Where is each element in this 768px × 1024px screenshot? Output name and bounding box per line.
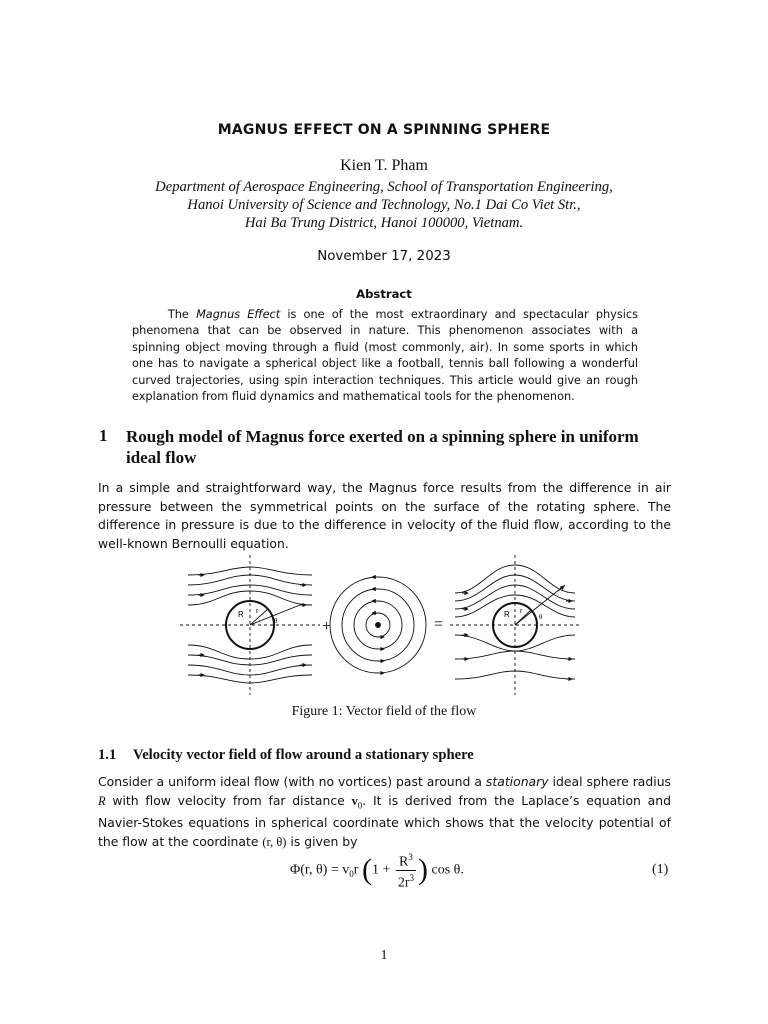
math-v0-sub: 0 [357,799,363,810]
affiliation [0,178,768,232]
section-number: 1 [99,426,108,445]
eq-den-base: 2r [397,875,410,891]
eq-fraction [396,850,416,890]
paper-title: MAGNUS EFFECT ON A SPINNING SPHERE [217,122,551,138]
publication-date: November 17, 2023 [317,249,451,264]
eq-denominator [396,871,416,891]
abstract-rest: is one of the most extraordinary and spectacular physics phenomena that can be observed in nature. This phenomenon associates with a spinning object moving through a fluid (most commonly, air). In some sports in which one has to navigate a spherical object like a football, tennis ball following a wonderful curved trajectories, using spin interaction techniques. This article would give an rough explanation from fluid dynamics and mathematical tools for the phenomenon. [132,308,638,404]
figure-caption: Figure 1: Vector field of the flow [291,704,477,719]
eq-lhs-sub: 0 [349,869,354,880]
text-run: . It is derived from the Laplace’s equation and Navier-Stokes equations in spherical coordinate which shows that the velocity potential of the flow at the coordinate [98,792,671,849]
eq-paren-open: ( [361,853,372,887]
author-name: Kien T. Pham [340,157,428,174]
abstract-text [132,307,638,405]
math-R: R [98,793,106,808]
figure-vector-field [180,555,590,700]
subsection-title: Velocity vector field of flow around a stationary sphere [133,747,474,763]
label-R: R [238,610,244,619]
label-R: R [504,610,510,619]
eq-lhs-r: r [353,862,359,878]
equation-1 [290,850,464,890]
affiliation-line: Department of Aerospace Engineering, School of Transportation Engineering, [155,179,613,195]
subsection-paragraph [98,773,671,851]
eq-rhs: cos θ. [428,862,464,878]
text-run: ideal sphere radius [548,774,672,789]
text-run: is given by [286,833,358,849]
eq-num-base: R [399,854,409,870]
subsection-number: 1.1 [98,747,117,763]
combined-flow-panel [450,555,580,695]
uniform-flow-panel [180,555,320,695]
abstract-heading: Abstract [356,287,412,301]
vortex-center [376,623,381,628]
equals-sign: = [434,616,444,633]
label-theta: θ [274,617,278,625]
label-r: r [256,608,259,615]
figure-svg [180,555,590,695]
text-run: with flow velocity from far distance [105,792,352,808]
eq-lhs: Φ(r, θ) = v [290,862,350,878]
radius-line [250,609,268,625]
abstract-term: Magnus Effect [196,308,281,321]
affiliation-line: Hanoi University of Science and Technology, No.1 Dai Co Viet Str., [187,197,581,213]
section-paragraph: In a simple and straightforward way, the Magnus force results from the difference in air pressure between the symmetrical points on the surface of the rotating sphere. The difference in pressure is due to the difference in velocity of the fluid flow, according to the well-known Bernoulli equation. [98,480,671,551]
eq-paren-close: ) [418,853,429,887]
math-coord: (r, θ) [262,834,287,849]
text-run: Consider a uniform ideal flow (with no vortices) past around a [98,774,486,789]
label-r: r [520,608,523,615]
eq-one-plus: 1 + [371,862,394,878]
section-title: Rough model of Magnus force exerted on a spinning sphere in uniform ideal flow [126,427,639,467]
plus-sign: + [322,618,332,635]
streamline [455,635,575,651]
vortex-panel [330,577,426,673]
eq-numerator [396,850,416,871]
eq-num-sup: 3 [408,852,413,862]
label-theta: θ [539,613,543,621]
text-italic: stationary [485,774,549,789]
page-number: 1 [380,948,388,963]
math-v0: v [351,793,358,808]
affiliation-line: Hai Ba Trung District, Hanoi 100000, Vietnam. [244,215,524,231]
equation-number: (1) [652,862,669,877]
abstract-lead: The [167,308,197,321]
eq-den-sup: 3 [409,872,415,883]
